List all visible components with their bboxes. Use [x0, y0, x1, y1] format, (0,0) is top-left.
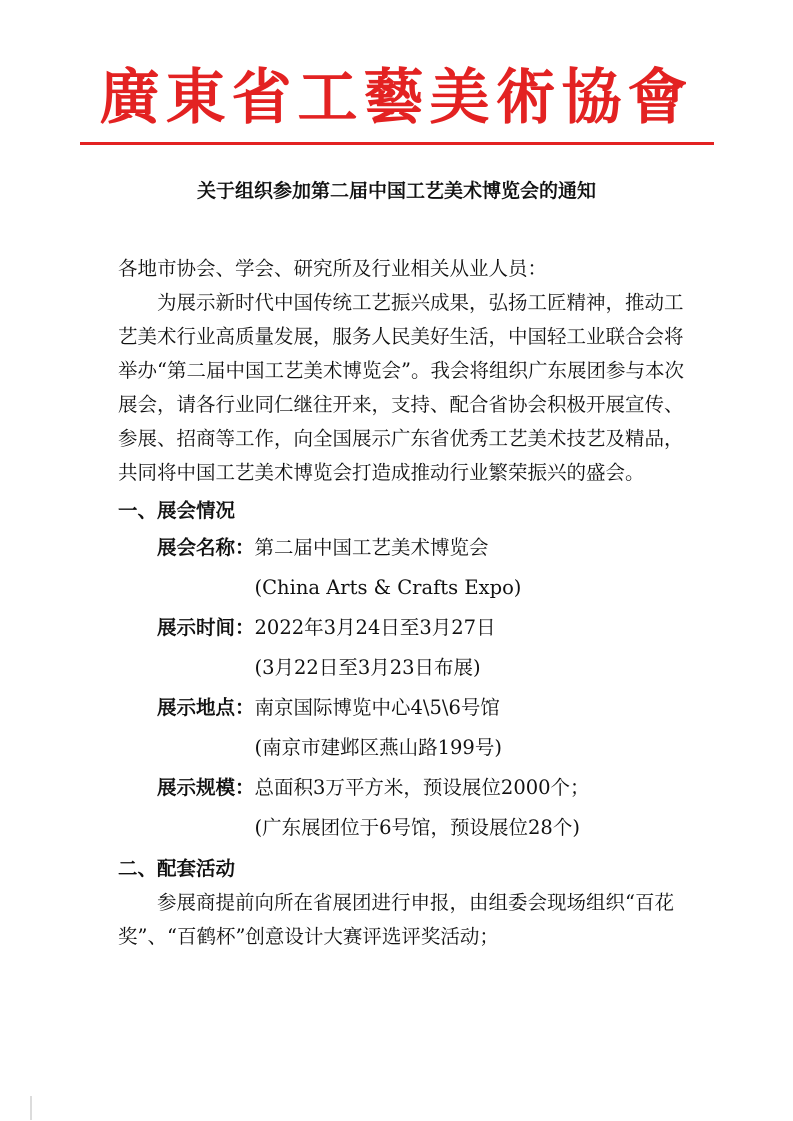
section-heading-activities: 二、配套活动: [118, 857, 236, 880]
info-row-name: [118, 528, 686, 608]
scan-edge-mark: [30, 1096, 32, 1120]
info-row-scale: [118, 768, 686, 848]
info-value: (3月22日至3月23日布展): [254, 656, 481, 679]
info-label: 展会名称：: [157, 536, 255, 559]
info-value: 南京国际博览中心4\5\6号馆: [254, 696, 500, 719]
info-value: (China Arts & Crafts Expo): [254, 576, 522, 599]
info-value: 总面积3万平方米，预设展位2000个；: [254, 776, 590, 799]
info-row-time: [118, 608, 686, 688]
salutation: 各地市协会、学会、研究所及行业相关从业人员：: [118, 257, 548, 280]
info-value: 第二届中国工艺美术博览会: [254, 536, 489, 559]
document-body: [118, 252, 686, 954]
info-value: 2022年3月24日至3月27日: [254, 616, 496, 639]
intro-paragraph: 为展示新时代中国传统工艺振兴成果，弘扬工匠精神，推动工艺美术行业高质量发展，服务人民美好生活，中国轻工业联合会将举办“第二届中国工艺美术博览会”。我会将组织广东展团参与本次展会，请各行业同仁继往开来，支持、配合省协会积极开展宣传、参展、招商等工作，向全国展示广东省优秀工艺美术技艺及精品，共同将中国工艺美术博览会打造成推动行业繁荣振兴的盛会。: [118, 291, 684, 484]
letterhead: 廣東省工藝美術協會: [99, 63, 694, 133]
info-value: (广东展团位于6号馆，预设展位28个): [254, 816, 580, 839]
info-row-location: [118, 688, 686, 768]
info-label: 展示时间：: [157, 616, 255, 639]
letterhead-rule: [80, 142, 714, 145]
info-label: 展示地点：: [157, 696, 255, 719]
info-value: (南京市建邺区燕山路199号): [254, 736, 502, 759]
activities-paragraph: 参展商提前向所在省展团进行申报，由组委会现场组织“百花奖”、“百鹤杯”创意设计大赛评选评奖活动；: [118, 891, 674, 948]
document-title: 关于组织参加第二届中国工艺美术博览会的通知: [196, 180, 596, 202]
section-heading-exhibition: 一、展会情况: [118, 499, 236, 522]
info-label: 展示规模：: [157, 776, 255, 799]
